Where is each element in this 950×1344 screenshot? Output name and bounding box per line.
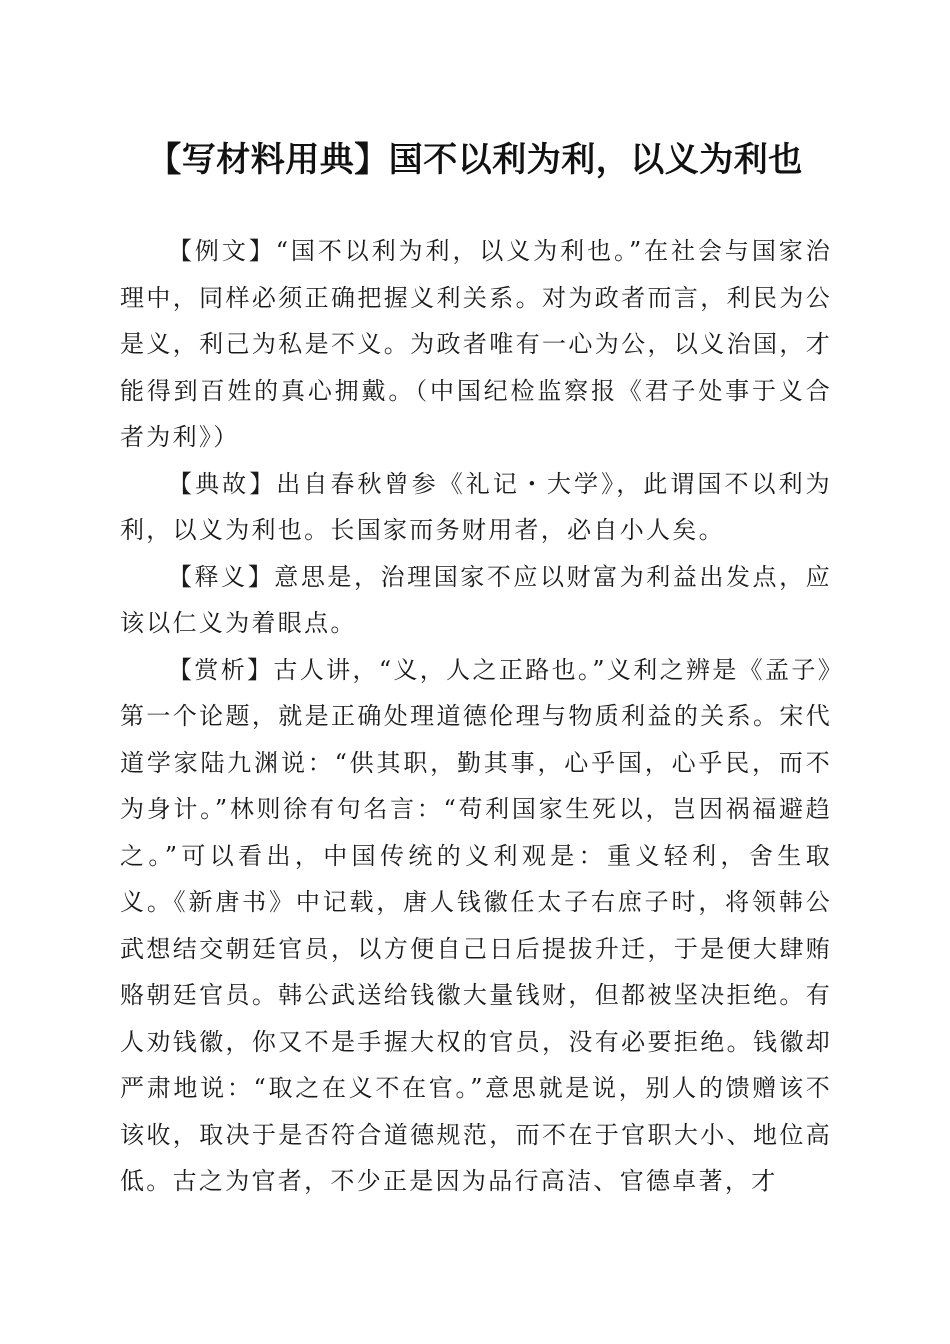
paragraph-meaning [120, 554, 832, 647]
paragraph-text: 古人讲，“义，人之正路也。”义利之辨是《孟子》第一个论题，就是正确处理道德伦理与物质利益的关系。宋代道学家陆九渊说：“供其职，勤其事，心乎国，心乎民，而不为身计。”林则徐有句名言：“苟利国家生死以，岂因祸福避趋之。”可以看出，中国传统的义利观是：重义轻利，舍生取义。《新唐书》中记载，唐人钱徽任太子右庶子时，将领韩公武想结交朝廷官员，以方便自己日后提拔升迁，于是便大肆贿赂朝廷官员。韩公武送给钱徽大量钱财，但都被坚决拒绝。有人劝钱徽，你又不是手握大权的官员，没有必要拒绝。钱徽却严肃地说：“取之在义不在官。”意思就是说，别人的馈赠该不该收，取决于是否符合道德规范，而不在于官职大小、地位高低。古之为官者，不少正是因为品行高洁、官德卓著，才 [120, 655, 833, 1195]
paragraph-tag: 【典故】 [168, 469, 277, 498]
paragraph-text: “国不以利为利，以义为利也。”在社会与国家治理中，同样必须正确把握义利关系。对为政者而言，利民为公是义，利己为私是不义。为政者唯有一心为公，以义治国，才能得到百姓的真心拥戴。（中国纪检监察报《君子处事于义合者为利》） [120, 237, 833, 451]
document-body [120, 228, 832, 1205]
paragraph-tag: 【释义】 [168, 562, 275, 591]
paragraph-text: 出自春秋曾参《礼记・大学》，此谓国不以利为利，以义为利也。长国家而务财用者，必自小人矣。 [120, 469, 832, 544]
document-title: 【写材料用典】国不以利为利，以义为利也 [147, 140, 803, 180]
paragraph-text: 意思是，治理国家不应以财富为利益出发点，应该以仁义为着眼点。 [120, 562, 832, 637]
paragraph-tag: 【赏析】 [168, 655, 274, 684]
paragraph-example [120, 228, 832, 461]
paragraph-tag: 【例文】 [168, 237, 276, 265]
paragraph-appreciation [120, 647, 832, 1205]
paragraph-allusion [120, 461, 832, 554]
